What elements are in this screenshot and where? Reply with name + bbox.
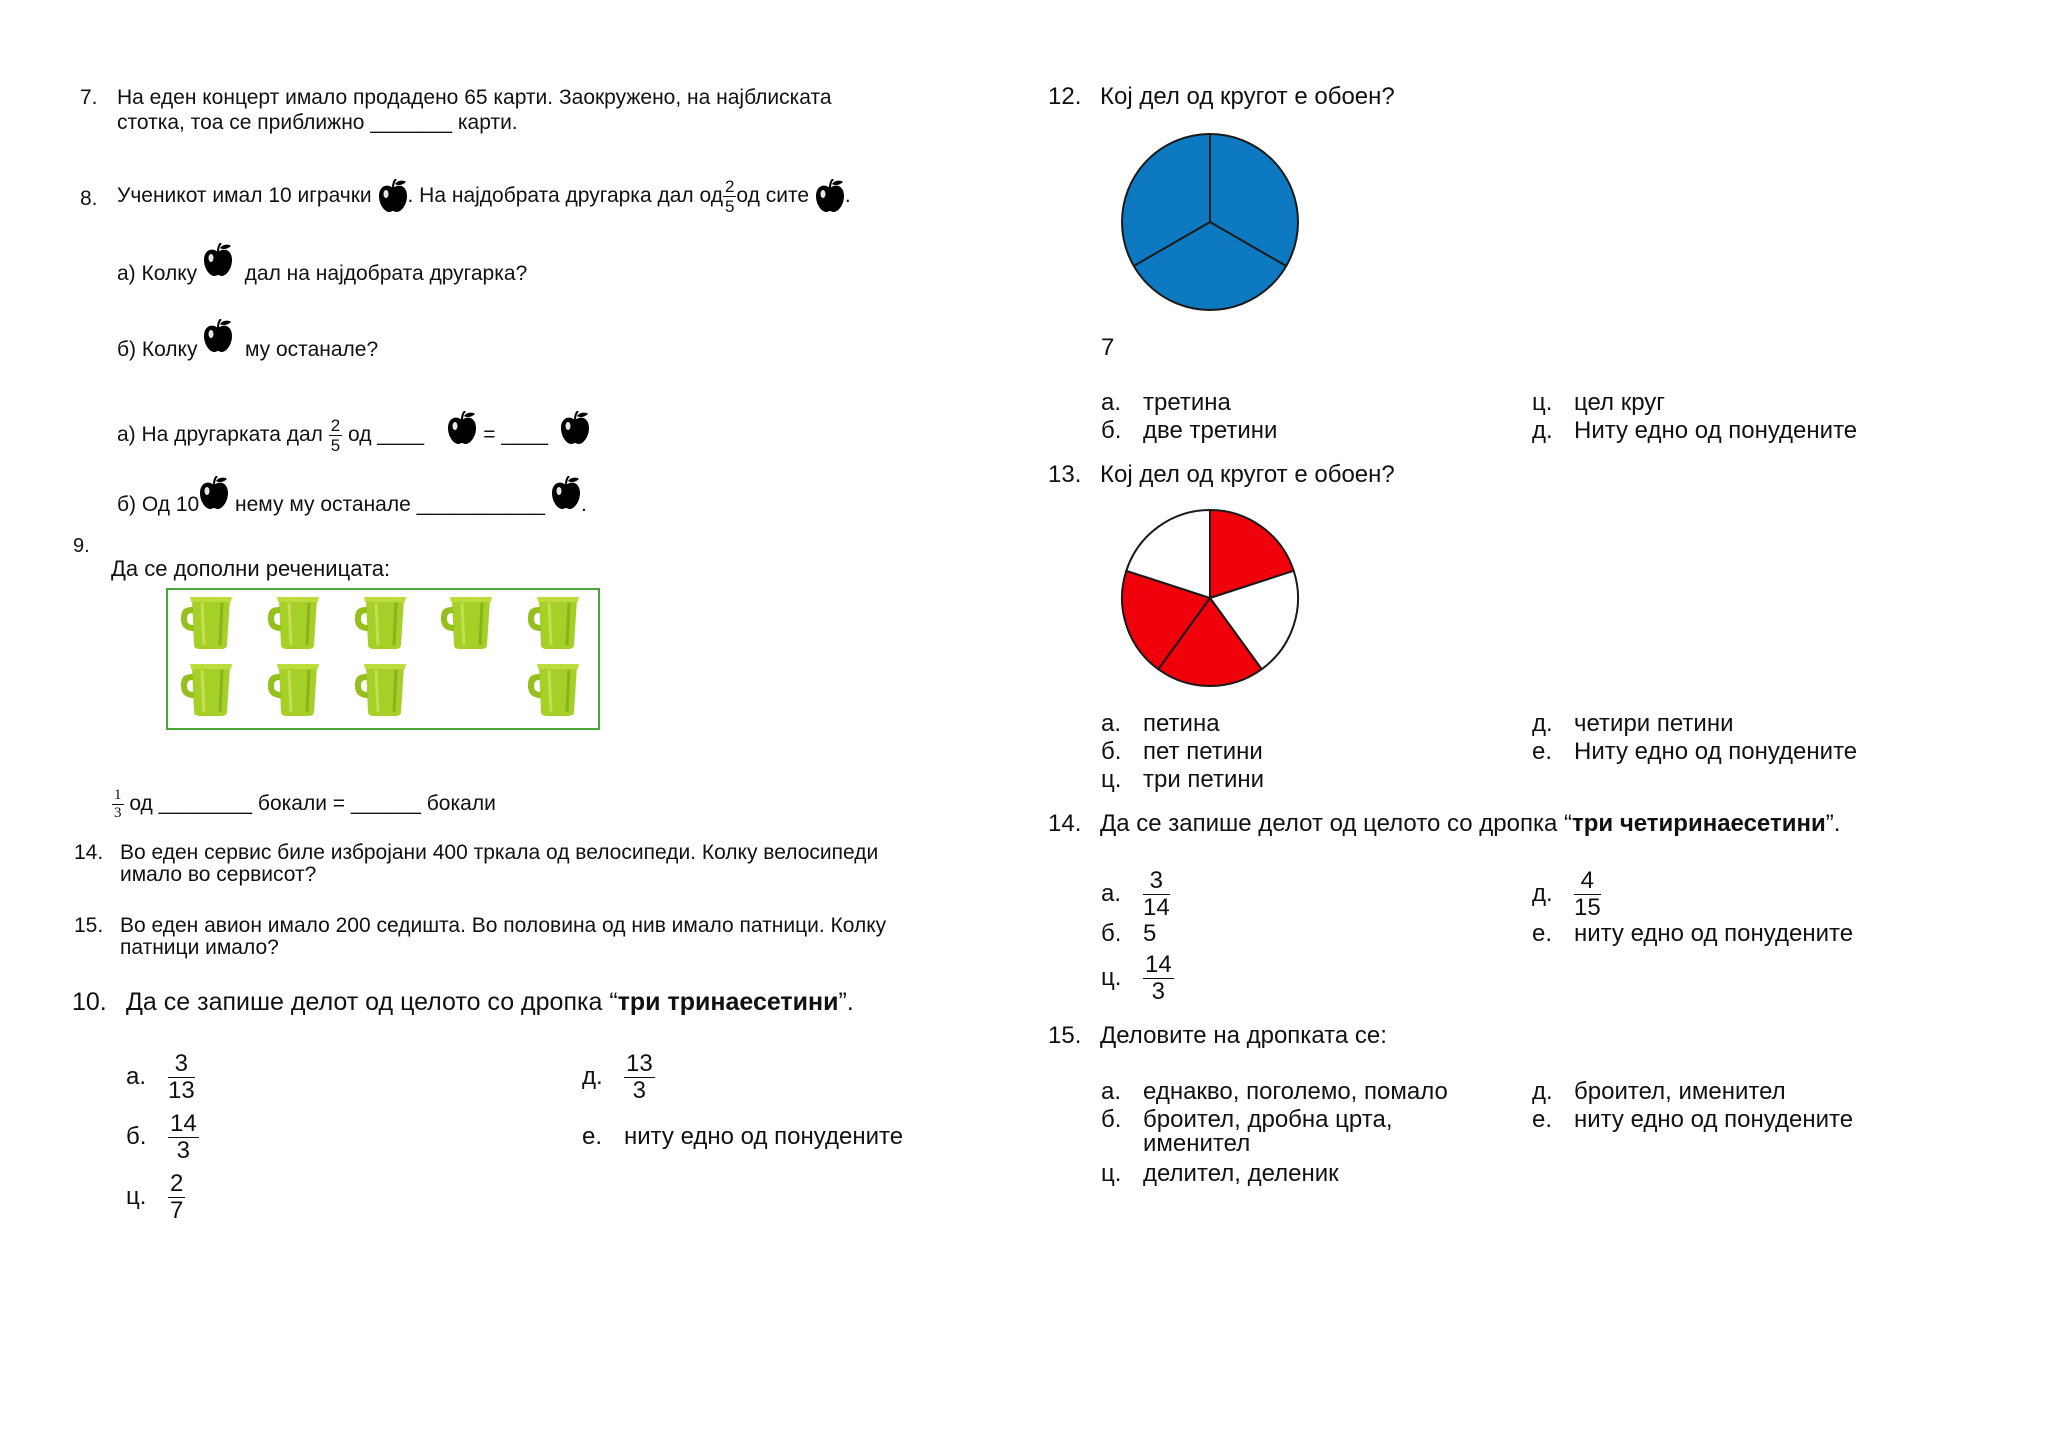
jug-icon bbox=[180, 593, 236, 653]
q8-statement bbox=[117, 168, 851, 224]
q9-answer-line bbox=[112, 780, 496, 828]
q8-sub-a bbox=[117, 247, 527, 287]
q8-answer-b bbox=[117, 478, 587, 518]
q15-right-option-a[interactable]: а. еднакво, поголемо, помало bbox=[1101, 1078, 1448, 1105]
q13-option-b[interactable]: б. пет петини bbox=[1101, 738, 1263, 765]
q14-right-statement: Да се запише делот од целото со дропка “три четиринаесетини”. bbox=[1100, 810, 1841, 837]
q8-text3: од сите bbox=[736, 184, 810, 207]
q10-d-letter: д. bbox=[582, 1063, 603, 1090]
q13-option-a[interactable]: а. петина bbox=[1101, 710, 1220, 737]
q10-bold: три тринаесетини bbox=[617, 988, 839, 1016]
q14-left-line2: имало во сервисот? bbox=[120, 863, 317, 886]
jug-icon bbox=[527, 660, 583, 720]
q10-option-c[interactable] bbox=[126, 1170, 185, 1224]
q14-d-fraction: $\frac{4}{15}$ bbox=[1574, 866, 1601, 921]
q8-text4: . bbox=[844, 184, 851, 207]
q9-title: Да се дополни реченицата: bbox=[111, 556, 391, 581]
q7-line2: стотка, тоа се приближно _______ карти. bbox=[117, 111, 518, 134]
jug-icon bbox=[180, 660, 236, 720]
apple-icon bbox=[560, 411, 590, 445]
apple-icon bbox=[203, 243, 233, 277]
q8-number: 8. bbox=[80, 187, 98, 210]
apple-icon bbox=[815, 179, 845, 213]
q12-stray-number: 7 bbox=[1101, 334, 1115, 361]
q12-option-a[interactable]: а. третина bbox=[1101, 389, 1231, 416]
q10-a-fraction: $\frac{3}{13}$ bbox=[168, 1049, 195, 1104]
q15-right-option-b[interactable]: б. броител, дробна црта, bbox=[1101, 1106, 1393, 1133]
apple-icon bbox=[447, 411, 477, 445]
q12-option-b[interactable]: б. две третини bbox=[1101, 417, 1278, 444]
q13-option-d[interactable]: д. четири петини bbox=[1532, 710, 1734, 737]
apple-icon bbox=[378, 179, 408, 213]
jug-icon bbox=[267, 593, 323, 653]
q10-d-fraction: $\frac{13}{3}$ bbox=[626, 1049, 653, 1104]
q13-option-c[interactable]: ц. три петини bbox=[1101, 766, 1265, 793]
q8-ans-a-text1: а) На другарката дал bbox=[117, 423, 323, 446]
q8-a-text2: дал на најдобрата другарка? bbox=[244, 262, 528, 285]
q14-right-number: 14. bbox=[1048, 810, 1082, 837]
q8-fraction: $\frac{2}{5}$ bbox=[724, 176, 735, 216]
q14-right-option-c[interactable]: ц. $\frac{14}{3}$ bbox=[1101, 950, 1172, 1005]
q10-option-b[interactable] bbox=[126, 1110, 199, 1164]
q9-number: 9. bbox=[73, 535, 90, 557]
q15-right-option-d[interactable]: д. броител, именител bbox=[1532, 1078, 1786, 1105]
q7-number: 7. bbox=[80, 86, 98, 109]
q14-right-option-e[interactable]: е. ниту едно од понудените bbox=[1532, 920, 1854, 947]
q8-ans-a-text2: од ____ bbox=[348, 423, 425, 446]
q12-option-c[interactable]: ц. цел круг bbox=[1532, 389, 1666, 416]
jug-icon bbox=[354, 660, 410, 720]
jug-icon bbox=[527, 593, 583, 653]
apple-icon bbox=[203, 319, 233, 353]
q8-answer-a bbox=[117, 410, 590, 460]
apple-icon bbox=[199, 476, 229, 510]
q12-circle bbox=[1118, 130, 1302, 314]
q12-title: Кој дел од кругот е обоен? bbox=[1100, 83, 1395, 110]
jugs-frame bbox=[166, 588, 600, 730]
q15-right-option-e[interactable]: е. ниту едно од понудените bbox=[1532, 1106, 1854, 1133]
q10-option-e[interactable] bbox=[582, 1110, 903, 1164]
jug-icon bbox=[354, 593, 410, 653]
q10-e-text: ниту едно од понудените bbox=[624, 1123, 904, 1150]
q13-title: Кој дел од кругот е обоен? bbox=[1100, 461, 1395, 488]
q12-option-d[interactable]: д. Ниту едно од понудените bbox=[1532, 417, 1858, 444]
q9-fraction: $\frac{1}{3}$ bbox=[114, 786, 122, 821]
q13-number: 13. bbox=[1048, 461, 1082, 488]
q15-right-number: 15. bbox=[1048, 1022, 1082, 1049]
q8-b-text1: б) Колку bbox=[117, 338, 198, 361]
q10-c-fraction: $\frac{2}{7}$ bbox=[170, 1169, 184, 1224]
q7-line1: На еден концерт имало продадено 65 карти. Заокружено, на најблиската bbox=[117, 86, 832, 109]
q14-a-fraction: $\frac{3}{14}$ bbox=[1143, 866, 1170, 921]
q14-right-bold: три четиринаесетини bbox=[1571, 810, 1826, 837]
q8-ans-a-text3: = ____ bbox=[483, 423, 549, 446]
jug-icon bbox=[267, 660, 323, 720]
q12-number: 12. bbox=[1048, 83, 1082, 110]
q15-left-line1: Во еден авион имало 200 седишта. Во половина од нив имало патници. Колку bbox=[120, 914, 887, 937]
q14-left-line1: Во еден сервис биле избројани 400 тркала од велосипеди. Колку велосипеди bbox=[120, 841, 879, 864]
q10-option-d[interactable] bbox=[582, 1050, 655, 1104]
q13-circle bbox=[1118, 506, 1302, 690]
q8-sub-b bbox=[117, 323, 378, 363]
jug-icon bbox=[440, 593, 496, 653]
q10-statement: Да се запише делот од целото со дропка “три тринаесетини”. bbox=[126, 988, 854, 1016]
q14-right-option-a[interactable]: а. $\frac{3}{14}$ bbox=[1101, 866, 1170, 921]
q8-b-text2: му останале? bbox=[245, 338, 379, 361]
q10-a-letter: а. bbox=[126, 1063, 147, 1090]
q15-right-option-b-cont: именител bbox=[1143, 1130, 1251, 1157]
q10-b-letter: б. bbox=[126, 1123, 147, 1150]
q14-right-option-d[interactable]: д. $\frac{4}{15}$ bbox=[1532, 866, 1601, 921]
q8-ans-b-text2: нему му останале ___________ bbox=[235, 493, 546, 516]
q8-text2: . На најдобрата другарка дал од bbox=[407, 184, 723, 207]
q8-ans-b-text3: . bbox=[580, 493, 587, 516]
q10-b-fraction: $\frac{14}{3}$ bbox=[170, 1109, 197, 1164]
q8-text1: Ученикот имал 10 играчки bbox=[117, 184, 372, 207]
q14-left-number: 14. bbox=[74, 841, 104, 864]
q10-option-a[interactable] bbox=[126, 1050, 195, 1104]
q8-a-text1: а) Колку bbox=[117, 262, 198, 285]
q10-e-letter: е. bbox=[582, 1123, 603, 1150]
q10-c-letter: ц. bbox=[126, 1183, 147, 1210]
q15-right-title: Деловите на дропката се: bbox=[1100, 1022, 1387, 1049]
q8-ans-a-fraction: $\frac{2}{5}$ bbox=[330, 415, 341, 455]
q8-ans-b-text1: б) Од 10 bbox=[117, 493, 200, 516]
q14-right-option-b[interactable]: б. 5 bbox=[1101, 920, 1157, 947]
q9-answer-text: од ________ бокали = ______ бокали bbox=[129, 792, 496, 815]
apple-icon bbox=[551, 476, 581, 510]
q15-right-option-c[interactable]: ц. делител, деленик bbox=[1101, 1160, 1339, 1187]
q13-option-e[interactable]: е. Ниту едно од понудените bbox=[1532, 738, 1858, 765]
q14-c-fraction: $\frac{14}{3}$ bbox=[1145, 950, 1172, 1005]
q15-left-line2: патници имало? bbox=[120, 936, 279, 959]
q10-number: 10. bbox=[72, 988, 107, 1016]
q15-left-number: 15. bbox=[74, 914, 104, 937]
